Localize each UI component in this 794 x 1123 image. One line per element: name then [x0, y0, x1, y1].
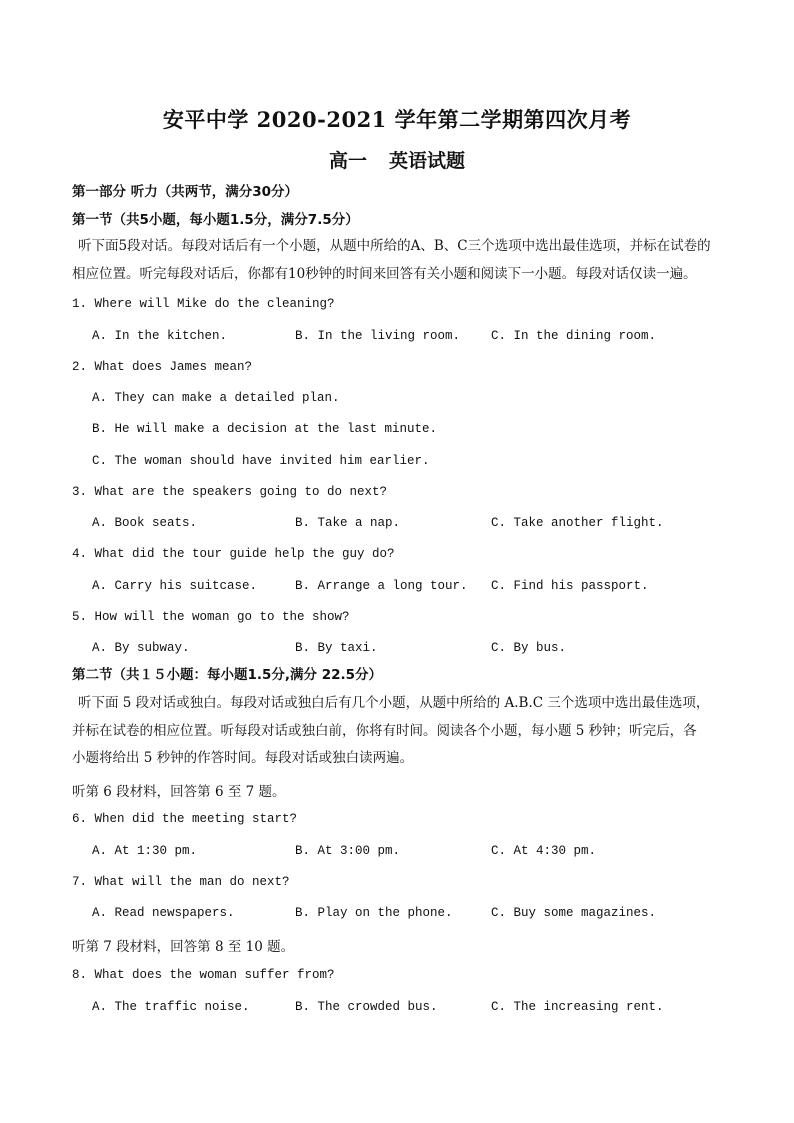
q4-option-a: A. Carry his suitcase. — [92, 579, 258, 593]
q3-option-b: B. Take a nap. — [295, 516, 401, 530]
grade-label: 高一 — [328, 150, 367, 172]
q4-option-c: C. Find his passport. — [491, 579, 649, 593]
question-4: 4. What did the tour guide help the guy do? — [72, 547, 395, 561]
section1-heading: 第一节（共5小题，每小题1.5分，满分7.5分） — [72, 212, 359, 228]
section1-instructions-line1: 听下面5段对话。每段对话后有一个小题，从题中所给的A、B、C三个选项中选出最佳选项，并标在试卷的 — [78, 238, 711, 254]
q8-option-c: C. The increasing rent. — [491, 1000, 664, 1014]
question-3: 3. What are the speakers going to do next? — [72, 485, 388, 499]
q1-option-a: A. In the kitchen. — [92, 329, 228, 343]
material-6-note: 听第 6 段材料，回答第 6 至 7 题。 — [72, 784, 286, 800]
question-2: 2. What does James mean? — [72, 360, 253, 374]
question-6: 6. When did the meeting start? — [72, 812, 298, 826]
section2-heading: 第二节（共１５小题：每小题1.5分,满分 22.5分） — [72, 667, 383, 683]
q6-option-b: B. At 3:00 pm. — [295, 844, 401, 858]
question-1: 1. Where will Mike do the cleaning? — [72, 297, 335, 311]
subject-label: 英语试题 — [389, 150, 466, 172]
q3-option-a: A. Book seats. — [92, 516, 198, 530]
q7-option-a: A. Read newspapers. — [92, 906, 235, 920]
q5-option-b: B. By taxi. — [295, 641, 378, 655]
q6-option-a: A. At 1:30 pm. — [92, 844, 198, 858]
section2-instructions-line1: 听下面 5 段对话或独白。每段对话或独白后有几个小题，从题中所给的 A.B.C 三个选项中选出最佳选项， — [78, 695, 710, 711]
section2-instructions-line3: 小题将给出 5 秒钟的作答时间。每段对话或独白读两遍。 — [72, 750, 414, 766]
q6-option-c: C. At 4:30 pm. — [491, 844, 597, 858]
section2-instructions-line2: 并标在试卷的相应位置。听每段对话或独白前，你将有时间。阅读各个小题，每小题 5 秒钟；听完后，各 — [72, 723, 697, 739]
section1-instructions-line2: 相应位置。听完每段对话后，你都有10秒钟的时间来回答有关小题和阅读下一小题。每段对话仅读一遍。 — [72, 266, 697, 282]
material-7-note: 听第 7 段材料，回答第 8 至 10 题。 — [72, 939, 295, 955]
q1-option-c: C. In the dining room. — [491, 329, 657, 343]
q2-option-c: C. The woman should have invited him earlier. — [92, 454, 430, 468]
question-7: 7. What will the man do next? — [72, 875, 290, 889]
q7-option-c: C. Buy some magazines. — [491, 906, 657, 920]
q2-option-a: A. They can make a detailed plan. — [92, 391, 340, 405]
q5-option-c: C. By bus. — [491, 641, 567, 655]
q8-option-b: B. The crowded bus. — [295, 1000, 438, 1014]
exam-subtitle — [0, 146, 794, 173]
question-5: 5. How will the woman go to the show? — [72, 610, 350, 624]
exam-title: 安平中学 2020-2021 学年第二学期第四次月考 — [162, 107, 632, 132]
q4-option-b: B. Arrange a long tour. — [295, 579, 468, 593]
q3-option-c: C. Take another flight. — [491, 516, 664, 530]
q1-option-b: B. In the living room. — [295, 329, 461, 343]
q7-option-b: B. Play on the phone. — [295, 906, 453, 920]
question-8: 8. What does the woman suffer from? — [72, 968, 335, 982]
q2-option-b: B. He will make a decision at the last minute. — [92, 422, 438, 436]
q5-option-a: A. By subway. — [92, 641, 190, 655]
q8-option-a: A. The traffic noise. — [92, 1000, 250, 1014]
part1-heading: 第一部分 听力（共两节，满分30分） — [72, 184, 298, 200]
